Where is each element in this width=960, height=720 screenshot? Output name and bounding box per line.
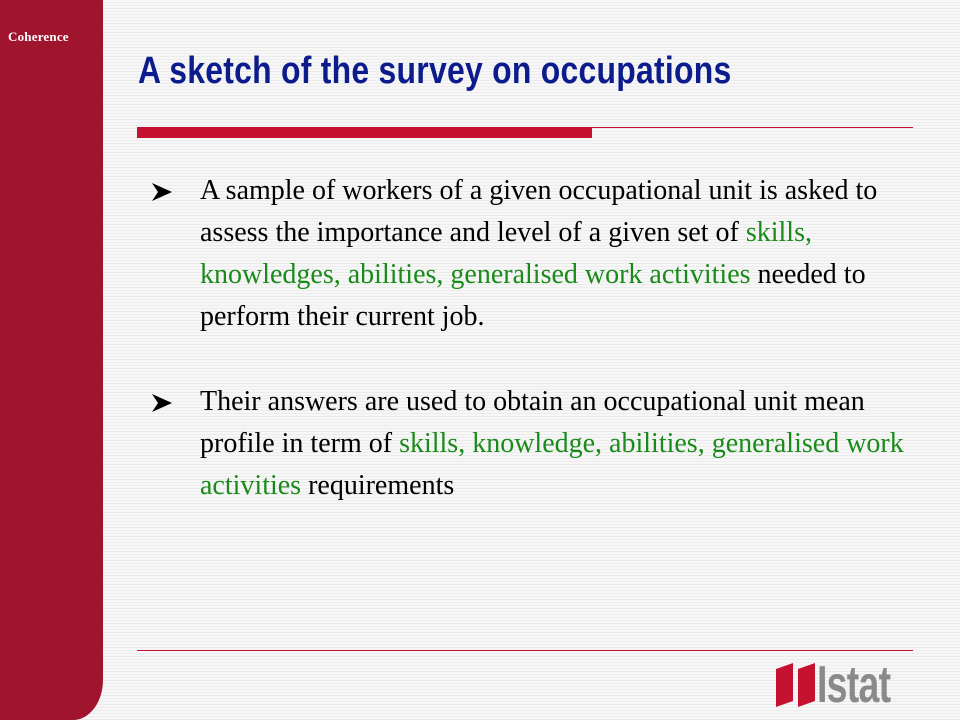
bullet-list: [150, 170, 920, 507]
bullet-highlight: skills, knowledge, abilities, generalised work activities: [200, 428, 904, 501]
istat-logo: [776, 656, 941, 714]
arrow-bullet-icon: [150, 182, 174, 202]
bullet-text: A sample of workers of a given occupational unit is asked to assess the importance and level of a given set of: [200, 175, 878, 248]
bullet-item: [150, 170, 920, 338]
footer-rule: [137, 650, 913, 651]
title-rule-thick: [137, 128, 592, 138]
section-label: Coherence: [8, 29, 69, 44]
slide-title: A sketch of the survey on occupations: [138, 50, 732, 92]
bullet-highlight: skills, knowledges, abilities, generalised work activities: [200, 217, 812, 290]
sidebar-band: [0, 0, 103, 720]
arrow-bullet-icon: [150, 393, 174, 413]
bullet-item: [150, 381, 920, 507]
istat-logo-icon: [776, 663, 818, 707]
bullet-text: requirements: [301, 470, 455, 501]
bullet-text: Their answers are used to obtain an occupational unit mean profile in term of: [200, 386, 865, 459]
logo-text: Istat: [817, 656, 891, 714]
bullet-text: needed to perform their current job.: [200, 259, 866, 332]
